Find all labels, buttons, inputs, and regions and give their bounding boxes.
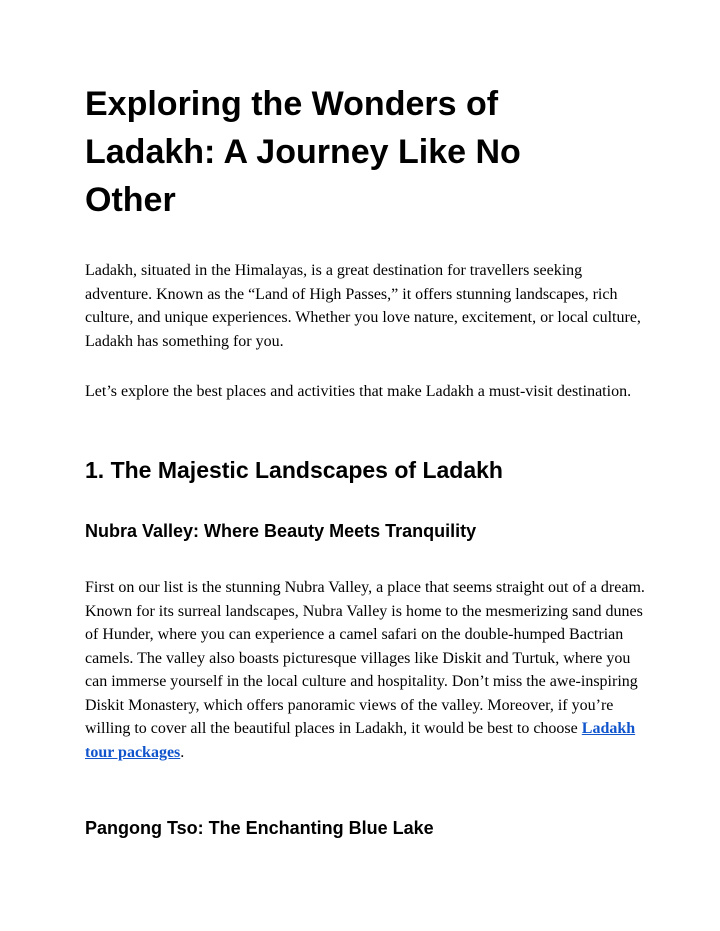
explore-paragraph: Let’s explore the best places and activities that make Ladakh a must-visit destination. — [85, 383, 632, 400]
subheading-nubra-valley: Nubra Valley: Where Beauty Meets Tranquility — [85, 521, 477, 541]
document-title: Exploring the Wonders of Ladakh: A Journey Like No Other — [85, 85, 521, 219]
nubra-valley-paragraph — [85, 576, 645, 764]
intro-paragraph: Ladakh, situated in the Himalayas, is a great destination for travellers seeking adventure. Known as the “Land of High Passes,” it offers stunning landscapes, rich culture, and unique experiences. Whether you love nature, excitement, or local culture, Ladakh has something for you. — [85, 262, 641, 350]
subheading-pangong-tso: Pangong Tso: The Enchanting Blue Lake — [85, 818, 434, 838]
section-heading-landscapes: 1. The Majestic Landscapes of Ladakh — [85, 457, 503, 483]
nubra-paragraph-text: First on our list is the stunning Nubra Valley, a place that seems straight out of a dream. Known for its surreal landscapes, Nubra Valley is home to the mesmerizing sand dunes of Hunder, where you can experience a camel safari on the double-humped Bactrian camels. The valley also boasts picturesque villages like Diskit and Turtuk, where you can immerse yourself in the local culture and hospitality. Don’t miss the awe-inspiring Diskit Monastery, which offers panoramic views of the valley. Moreover, if you’re willing to cover all the beautiful places in Ladakh, it would be best to choose — [85, 579, 645, 737]
nubra-paragraph-end: . — [180, 743, 185, 761]
ladakh-tour-packages-link[interactable]: Ladakh tour packages — [85, 720, 636, 761]
